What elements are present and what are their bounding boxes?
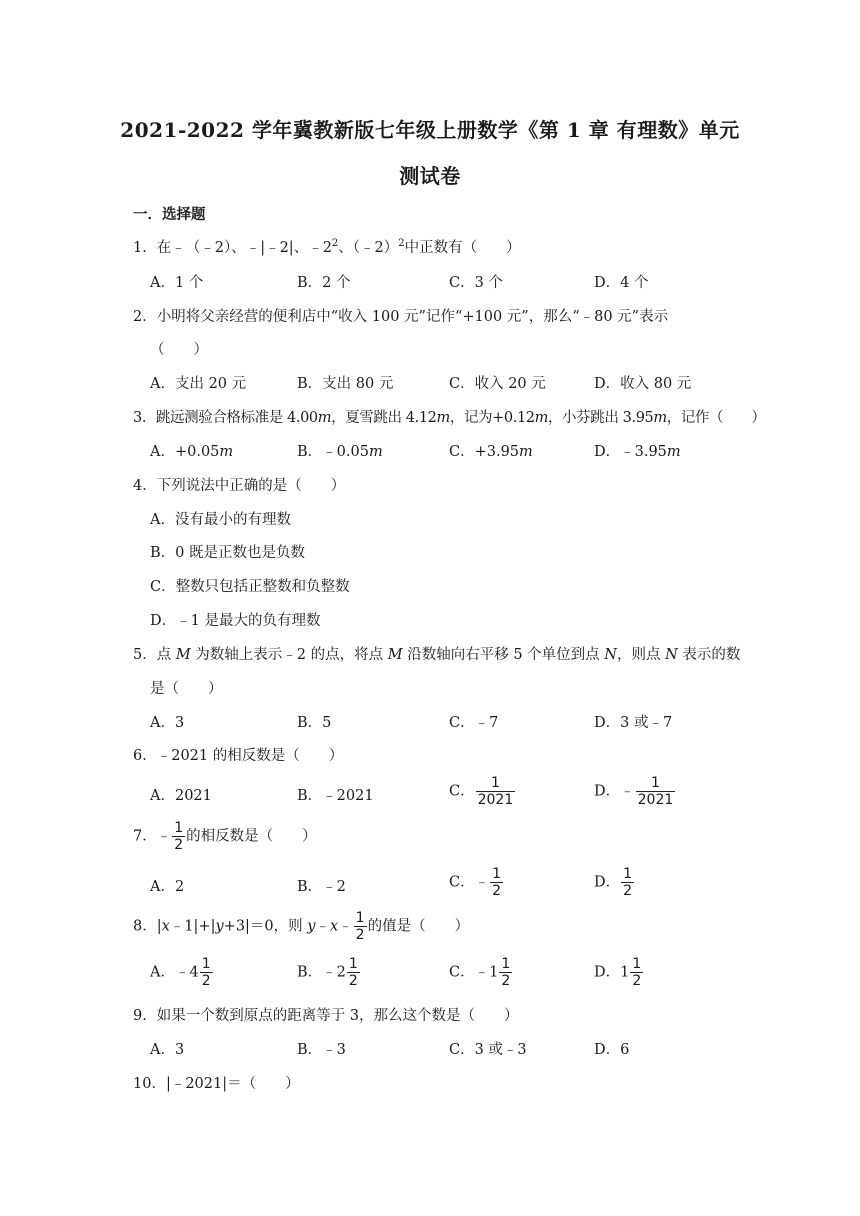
- q3-option-b-text: B．﹣0.05: [297, 444, 369, 460]
- q7-fraction: [172, 820, 185, 853]
- q3-unit: m: [534, 410, 548, 426]
- q2-option-c[interactable]: C．收入 20 元: [449, 376, 546, 392]
- q8-option-b-label: B．﹣2: [297, 964, 346, 981]
- q8-var-y: y: [215, 918, 224, 935]
- q5-text-a: 5．点: [133, 647, 176, 663]
- q3-unit: m: [368, 444, 383, 460]
- fraction-numerator: 1: [492, 866, 502, 882]
- document-title-line1: 2021-2022 学年冀教新版七年级上册数学《第 1 章 有理数》单元: [120, 118, 740, 142]
- document-title-line2: 测试卷: [399, 164, 461, 188]
- q1-suffix: 中正数有（ ）: [404, 240, 521, 256]
- fraction-numerator: 1: [355, 910, 365, 926]
- q8-option-a[interactable]: [150, 956, 214, 989]
- fraction-denominator: 2: [348, 973, 358, 989]
- fraction-numerator: 1: [201, 956, 211, 972]
- q8-var-x: x: [161, 918, 170, 935]
- q3-unit: m: [666, 444, 681, 460]
- q8-fraction: [354, 910, 367, 943]
- q1-sup1: 2: [331, 238, 339, 250]
- q3-text-a: 3．跳远测验合格标准是 4.00: [133, 410, 318, 426]
- fraction-numerator: 1: [651, 775, 660, 791]
- q3-unit: m: [317, 410, 332, 426]
- q3-text-b: ，夏雪跳出 4.12: [331, 410, 437, 426]
- q6-option-c-label: C．: [449, 783, 475, 800]
- question-2: 2．小明将父亲经营的便利店中“收入 100 元”记作“+100 元”，那么“﹣80 元”表示: [133, 309, 669, 325]
- fraction-numerator: 1: [632, 956, 642, 972]
- q8-option-c-label: C．﹣1: [449, 964, 499, 981]
- fraction-denominator: 2: [492, 883, 502, 899]
- q1-option-d[interactable]: D．4 个: [594, 275, 649, 291]
- q4-option-b[interactable]: B．0 既是正数也是负数: [150, 545, 305, 561]
- question-10: 10．|﹣2021|＝（ ）: [133, 1076, 300, 1092]
- q6-option-a[interactable]: A．2021: [150, 788, 212, 804]
- q8-option-d-fraction: [630, 956, 643, 989]
- fraction-numerator: 1: [174, 820, 184, 836]
- section-heading: 一．选择题: [133, 206, 206, 223]
- q8-var-y: y: [307, 918, 316, 935]
- q5-option-a[interactable]: A．3: [150, 715, 185, 731]
- q5-text-d: ，则点: [616, 647, 666, 663]
- q3-option-a-text: A．+0.05: [150, 444, 220, 460]
- q7-option-d-label: D．: [594, 874, 621, 891]
- fraction-denominator: 2021: [637, 792, 674, 808]
- question-9: 9．如果一个数到原点的距离等于 3，那么这个数是（ ）: [133, 1008, 519, 1024]
- q5-text-c: 沿数轴向右平移 5 个单位到点: [402, 647, 605, 663]
- q9-option-c[interactable]: C．3 或﹣3: [449, 1042, 527, 1058]
- q3-option-d[interactable]: [594, 440, 681, 461]
- question-5-continued: 是（ ）: [150, 681, 223, 697]
- question-3: [133, 406, 765, 427]
- q8-text-c: +3|＝0，则: [223, 918, 308, 935]
- q3-text-e: ，记作（ ）: [666, 410, 766, 426]
- fraction-denominator: 2021: [477, 792, 514, 808]
- question-2-continued: （ ）: [150, 342, 208, 358]
- q1-sup2: 2: [398, 238, 405, 250]
- q5-var-m: M: [387, 647, 403, 663]
- fraction-denominator: 2: [355, 927, 365, 943]
- q3-unit: m: [219, 444, 234, 460]
- q4-option-c[interactable]: C．整数只包括正整数和负整数: [150, 579, 350, 595]
- q3-unit: m: [436, 410, 450, 426]
- q1-option-c[interactable]: C．3 个: [449, 275, 503, 291]
- q8-text-f: 的值是（ ）: [367, 918, 470, 935]
- q9-option-b[interactable]: B．﹣3: [297, 1042, 346, 1058]
- q6-option-d-label: D．﹣: [594, 783, 635, 800]
- q7-option-c[interactable]: [449, 866, 504, 899]
- q8-text-a: 8．|: [133, 918, 162, 935]
- q7-option-b[interactable]: B．﹣2: [297, 879, 346, 895]
- q7-suffix: 的相反数是（ ）: [186, 828, 317, 845]
- fraction-denominator: 2: [201, 973, 211, 989]
- q5-text-b: 为数轴上表示﹣2 的点，将点: [190, 647, 388, 663]
- q8-text-b: ﹣1|+|: [169, 918, 216, 935]
- q1-option-b[interactable]: B．2 个: [297, 275, 351, 291]
- q4-option-d[interactable]: D．﹣1 是最大的负有理数: [150, 613, 321, 629]
- q7-option-d[interactable]: [594, 866, 635, 899]
- q5-option-c[interactable]: C．﹣7: [449, 715, 499, 731]
- q5-option-d[interactable]: D．3 或﹣7: [594, 715, 673, 731]
- q6-option-d[interactable]: [594, 775, 676, 808]
- fraction-numerator: 1: [501, 956, 511, 972]
- q9-option-d[interactable]: D．6: [594, 1042, 630, 1058]
- q3-option-b[interactable]: [297, 440, 383, 461]
- q2-option-d[interactable]: D．收入 80 元: [594, 376, 692, 392]
- q7-option-d-fraction: [621, 866, 634, 899]
- q1-prefix: 1．在﹣（﹣2）、﹣|﹣2|、﹣2: [133, 240, 332, 256]
- q3-text-c: ，记为+0.12: [449, 410, 535, 426]
- q9-option-a[interactable]: A．3: [150, 1042, 185, 1058]
- q8-option-d[interactable]: [594, 956, 644, 989]
- fraction-denominator: 2: [174, 837, 184, 853]
- q7-prefix: 7．﹣: [133, 828, 172, 845]
- q7-option-c-label: C．﹣: [449, 874, 490, 891]
- q5-text-e: 表示的数: [677, 647, 741, 663]
- fraction-denominator: 2: [623, 883, 633, 899]
- q3-unit: m: [519, 444, 533, 460]
- q3-option-c[interactable]: [449, 440, 533, 461]
- q6-option-c[interactable]: [449, 775, 516, 808]
- q3-option-d-text: D．﹣3.95: [594, 444, 667, 460]
- q4-option-a[interactable]: A．没有最小的有理数: [150, 512, 291, 528]
- question-8: [133, 910, 469, 943]
- q8-option-b-fraction: [347, 956, 360, 989]
- fraction-denominator: 2: [632, 973, 642, 989]
- q7-option-a[interactable]: A．2: [150, 879, 185, 895]
- q5-var-n: N: [665, 647, 678, 663]
- q5-var-n: N: [604, 647, 617, 663]
- question-4: 4．下列说法中正确的是（ ）: [133, 478, 346, 494]
- q2-option-a[interactable]: A．支出 20 元: [150, 376, 247, 392]
- q3-text-d: ，小芬跳出 3.95: [547, 410, 654, 426]
- q3-option-c-text: C．+3.95: [449, 444, 520, 460]
- question-6: 6．﹣2021 的相反数是（ ）: [133, 748, 344, 764]
- q1-mid: 、（﹣2）: [338, 240, 399, 256]
- q2-option-b[interactable]: B．支出 80 元: [297, 376, 394, 392]
- q8-option-a-label: A．﹣4: [150, 964, 199, 981]
- q6-option-b[interactable]: B．﹣2021: [297, 788, 374, 804]
- q5-var-m: M: [175, 647, 191, 663]
- fraction-numerator: 1: [623, 866, 633, 882]
- q8-text-e: ﹣: [338, 918, 353, 935]
- q1-option-a[interactable]: A．1 个: [150, 275, 204, 291]
- q3-unit: m: [653, 410, 667, 426]
- q8-option-c[interactable]: [449, 956, 513, 989]
- q5-option-b[interactable]: B．5: [297, 715, 332, 731]
- q3-option-a[interactable]: [150, 440, 233, 461]
- q8-var-x: x: [329, 918, 339, 935]
- q7-option-c-fraction: [490, 866, 503, 899]
- q8-option-d-label: D．1: [594, 964, 630, 981]
- fraction-denominator: 2: [501, 973, 511, 989]
- q6-option-d-fraction: [636, 775, 676, 808]
- question-1: [133, 236, 521, 257]
- q6-option-c-fraction: [476, 775, 516, 808]
- q8-option-b[interactable]: [297, 956, 361, 989]
- question-7: [133, 820, 317, 853]
- fraction-numerator: 1: [490, 775, 500, 791]
- q8-option-a-fraction: [200, 956, 213, 989]
- fraction-numerator: 1: [348, 956, 358, 972]
- question-5: [133, 643, 740, 664]
- q8-option-c-fraction: [499, 956, 512, 989]
- q8-text-d: ﹣: [315, 918, 330, 935]
